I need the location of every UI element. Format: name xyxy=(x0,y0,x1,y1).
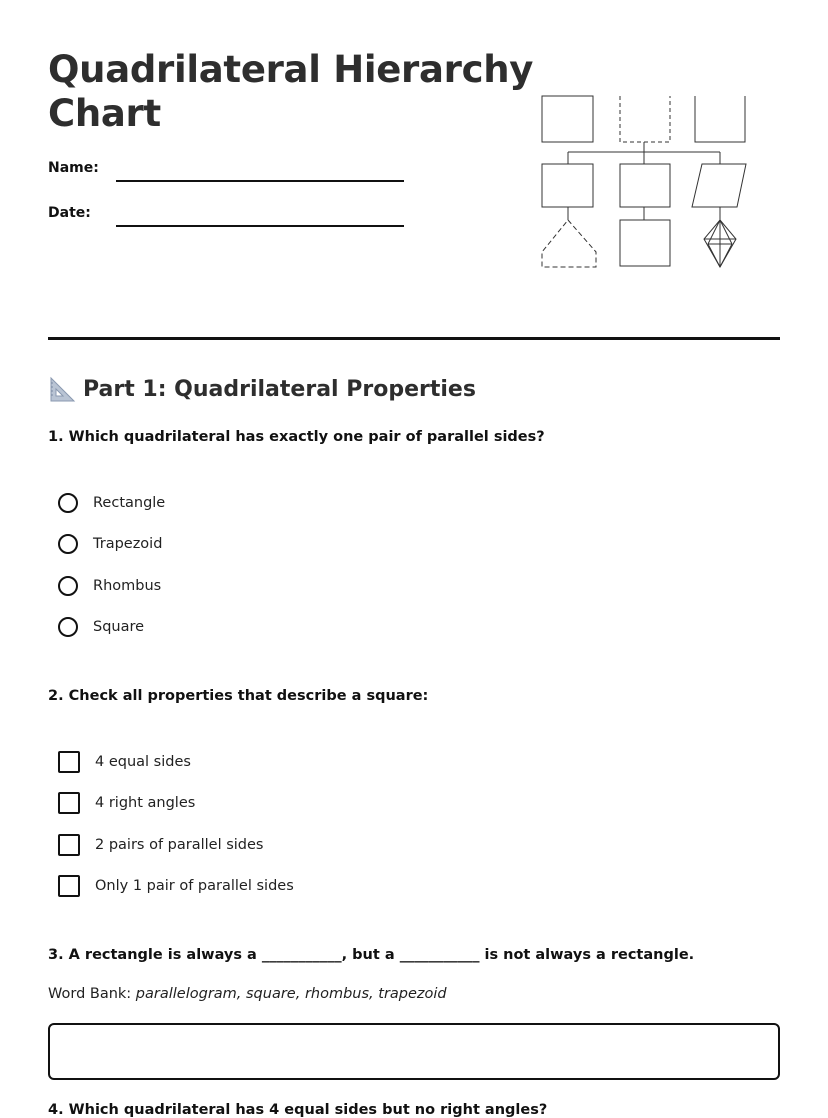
hierarchy-diagram xyxy=(536,92,752,276)
q2-option-equal-sides[interactable] xyxy=(58,750,191,774)
word-bank-label: Word Bank: xyxy=(48,986,132,1002)
radio-button[interactable] xyxy=(58,534,78,554)
title-line-2: Chart xyxy=(48,92,161,135)
checkbox[interactable] xyxy=(58,834,80,856)
option-label: Only 1 pair of parallel sides xyxy=(95,878,294,894)
checkbox[interactable] xyxy=(58,751,80,773)
title-line-1: Quadrilateral Hierarchy xyxy=(48,48,534,91)
q1-option-rhombus[interactable] xyxy=(58,574,161,598)
checkbox[interactable] xyxy=(58,792,80,814)
name-field[interactable] xyxy=(116,180,404,182)
part1-title: Part 1: Quadrilateral Properties xyxy=(83,376,476,402)
name-label: Name: xyxy=(48,160,99,176)
option-label: 4 equal sides xyxy=(95,754,191,770)
checkbox[interactable] xyxy=(58,875,80,897)
q1-option-square[interactable] xyxy=(58,615,144,639)
quadrilateral-hierarchy-diagram-icon xyxy=(536,92,752,272)
option-label: Square xyxy=(93,619,145,635)
date-field[interactable] xyxy=(116,225,404,227)
question-1-text: 1. Which quadrilateral has exactly one pair of parallel sides? xyxy=(48,429,545,445)
date-label: Date: xyxy=(48,205,91,221)
q2-option-two-pairs-parallel[interactable] xyxy=(58,833,263,857)
radio-button[interactable] xyxy=(58,617,78,637)
q2-option-right-angles[interactable] xyxy=(58,791,195,815)
set-square-icon xyxy=(48,375,76,403)
option-label: Rhombus xyxy=(93,578,162,594)
option-label: Trapezoid xyxy=(93,536,163,552)
q1-option-trapezoid[interactable] xyxy=(58,532,162,556)
q3-answer-box[interactable] xyxy=(48,1023,780,1080)
option-label: 4 right angles xyxy=(95,795,196,811)
q2-option-one-pair-parallel[interactable] xyxy=(58,874,294,898)
page-title xyxy=(48,48,533,136)
part1-heading xyxy=(48,375,476,403)
word-bank-words: parallelogram, square, rhombus, trapezoid xyxy=(135,986,447,1002)
word-bank xyxy=(48,986,447,1002)
radio-button[interactable] xyxy=(58,493,78,513)
option-label: 2 pairs of parallel sides xyxy=(95,837,264,853)
question-4-text: 4. Which quadrilateral has 4 equal sides but no right angles? xyxy=(48,1102,548,1118)
radio-button[interactable] xyxy=(58,576,78,596)
option-label: Rectangle xyxy=(93,495,166,511)
question-3-text: 3. A rectangle is always a ___________, but a ___________ is not always a rectangle. xyxy=(48,947,695,963)
q1-option-rectangle[interactable] xyxy=(58,491,165,515)
section-divider xyxy=(48,337,780,340)
question-2-text: 2. Check all properties that describe a square: xyxy=(48,688,429,704)
